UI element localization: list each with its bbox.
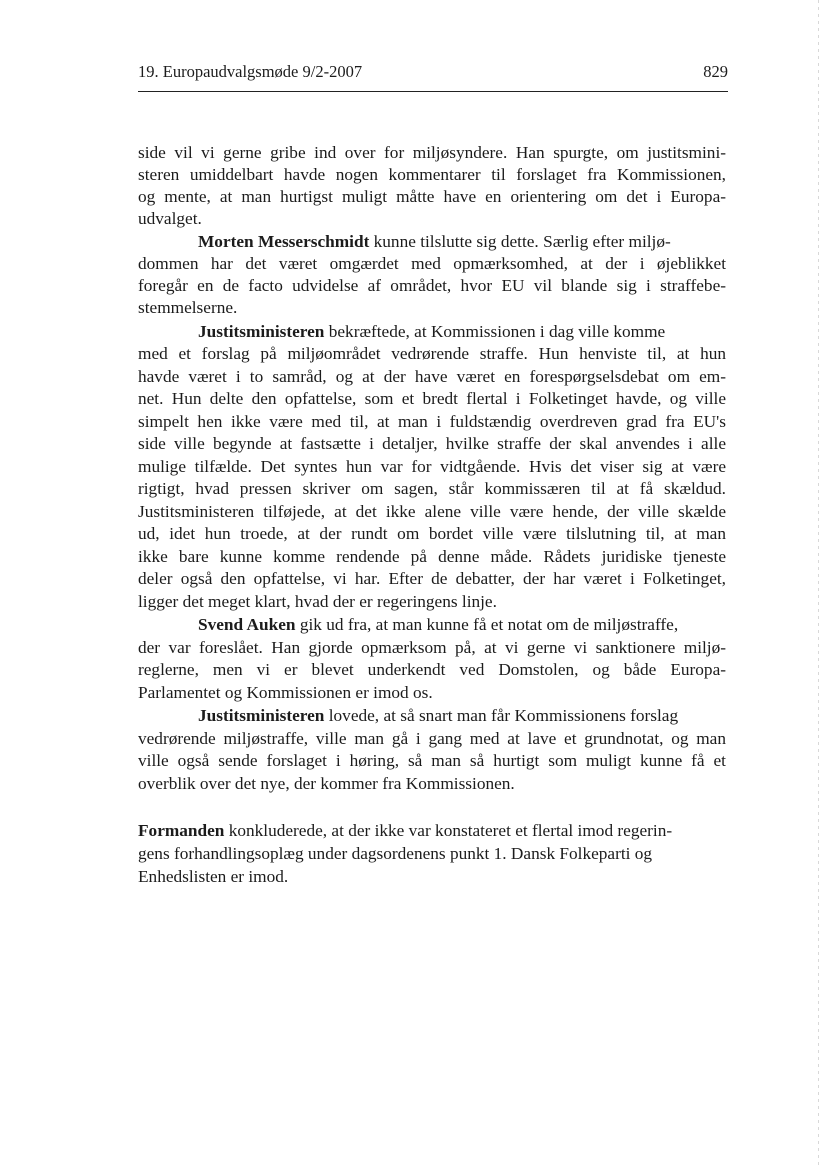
speaker-line (198, 231, 671, 253)
header-rule (138, 91, 728, 92)
text-line: overblik over det nye, der kommer fra Kommissionen. (138, 774, 515, 793)
page-number: 829 (703, 62, 728, 81)
text-fragment: bekræftede, at Kommissionen i dag ville komme (324, 322, 666, 341)
text-line: deler også den opfattelse, vi har. Efter de debatter, der har været i Folketinget, (138, 569, 726, 588)
speaker-name: Justitsministeren (198, 322, 325, 341)
page-header (138, 62, 728, 84)
speaker-line (198, 705, 678, 727)
text-line: Justitsministeren tilføjede, at det ikke alene ville være hende, der ville skælde (138, 502, 726, 521)
text-line: side vil vi gerne gribe ind over for miljøsyndere. Han spurgte, om justitsmini- (138, 143, 726, 162)
speaker-name: Morten Messerschmidt (198, 232, 370, 251)
header-title: 19. Europaudvalgsmøde 9/2-2007 (138, 62, 363, 81)
speaker-line (198, 614, 678, 636)
text-fragment: konkluderede, at der ikke var konstateret et flertal imod regerin- (224, 821, 673, 840)
text-line: stemmelserne. (138, 298, 238, 317)
text-line: med et forslag på miljøområdet vedrørende straffe. Hun henviste til, at hun (138, 344, 726, 363)
text-line: side ville begynde at fastsætte i detaljer, hvilke straffe der skal anvendes i alle (138, 434, 726, 453)
speaker-name: Justitsministeren (198, 706, 325, 725)
text-fragment: lovede, at så snart man får Kommissionens forslag (324, 706, 679, 725)
text-line: ville også sende forslaget i høring, så man så hurtigt som muligt kunne få et (138, 751, 726, 770)
speaker-line (198, 321, 665, 343)
text-fragment: kunne tilslutte sig dette. Særlig efter miljø- (369, 232, 671, 251)
speaker-name: Svend Auken (198, 615, 296, 634)
text-line: gens forhandlingsoplæg under dagsordenens punkt 1. Dansk Folkeparti og (138, 844, 653, 863)
text-line: og mente, at man hurtigst muligt måtte have en orientering om det i Europa- (138, 187, 726, 206)
text-line: havde været i to samråd, og at der have været en forespørgselsdebat om em- (138, 367, 726, 386)
scan-edge-artifact (818, 0, 819, 1167)
text-line: Enhedslisten er imod. (138, 867, 289, 886)
text-line: simpelt hen ikke være med til, at man i fuldstændig overdreven grad fra EU's (138, 412, 726, 431)
text-line: Parlamentet og Kommissionen er imod os. (138, 683, 433, 702)
text-line: net. Hun delte den opfattelse, som et bredt flertal i Folketinget havde, og ville (138, 389, 726, 408)
speaker-name: Formanden (138, 821, 225, 840)
text-line: vedrørende miljøstraffe, ville man gå i gang med at lave et grundnotat, og man (138, 729, 726, 748)
text-line: mulige tilfælde. Det syntes hun var for vidtgående. Hvis det viser sig at være (138, 457, 726, 476)
text-line: rigtigt, hvad pressen skriver om sagen, står kommissæren til at få skældud. (138, 479, 726, 498)
text-fragment: gik ud fra, at man kunne få et notat om de miljøstraffe, (295, 615, 679, 634)
text-line: ligger det meget klart, hvad der er regeringens linje. (138, 592, 497, 611)
text-line: ud, idet hun troede, at der rundt om bordet ville være tilslutning til, at man (138, 524, 726, 543)
speaker-line (138, 820, 672, 842)
text-line: dommen har det været omgærdet med opmærksomhed, at der i øjeblikket (138, 254, 726, 273)
text-line: foregår en de facto udvidelse af området, hvor EU vil blande sig i straffebe- (138, 276, 726, 295)
text-line: der var foreslået. Han gjorde opmærksom på, at vi gerne vi sanktionere miljø- (138, 638, 726, 657)
text-line: reglerne, men vi er blevet underkendt ved Domstolen, og både Europa- (138, 660, 726, 679)
text-line: steren umiddelbart havde nogen kommentarer til forslaget fra Kommissionen, (138, 165, 726, 184)
text-line: ikke bare kunne komme rendende på denne måde. Rådets juridiske tjeneste (138, 547, 726, 566)
text-line: udvalget. (138, 209, 202, 228)
